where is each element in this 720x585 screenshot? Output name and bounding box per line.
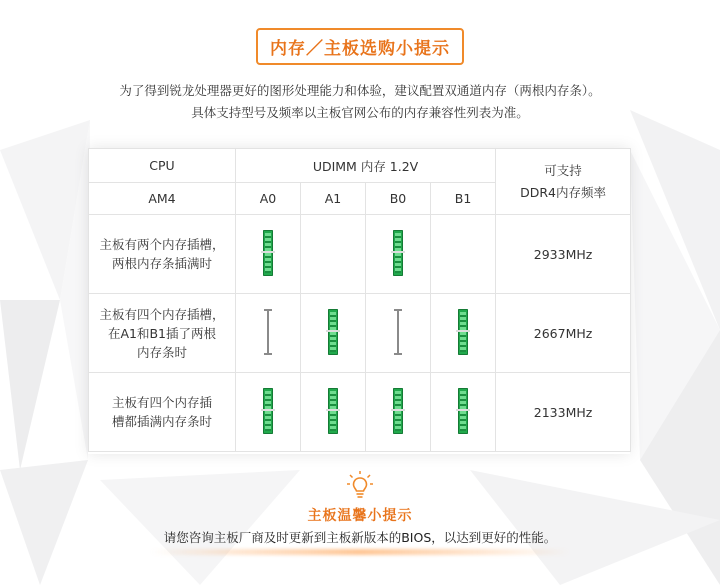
cpu-header: CPU	[89, 149, 236, 183]
memory-header: UDIMM 内存 1.2V	[236, 149, 496, 183]
lightbulb-icon	[346, 470, 374, 500]
slot-cell	[236, 215, 301, 294]
slot-cell	[366, 373, 431, 452]
intro-line-2: 具体支持型号及频率以主板官网公布的内存兼容性列表为准。	[191, 105, 529, 120]
memory-compat-table	[88, 148, 631, 452]
ram-stick-installed-icon	[458, 309, 468, 355]
row-description-line: 内存条时	[136, 344, 187, 360]
socket-header: AM4	[89, 183, 236, 215]
ram-stick-installed-icon	[263, 388, 273, 434]
slot-cell	[431, 215, 496, 294]
table-row	[89, 215, 631, 294]
slot-header-b1: B1	[431, 183, 496, 215]
slot-cell	[431, 373, 496, 452]
slot-cell	[431, 294, 496, 373]
row-description-line: 主板有四个内存插	[111, 395, 212, 410]
ram-slot-empty-icon	[264, 309, 272, 355]
slot-cell	[301, 294, 366, 373]
slot-cell	[366, 215, 431, 294]
slot-cell	[301, 373, 366, 452]
table-row	[89, 294, 631, 373]
frequency-value: 2933MHz	[496, 215, 631, 294]
tip-text: 请您咨询主板厂商及时更新到主板新版本的BIOS，以达到更好的性能。	[163, 530, 557, 545]
row-description	[89, 294, 236, 373]
frequency-header	[496, 149, 631, 215]
intro-line-1: 为了得到锐龙处理器更好的图形处理能力和体验，建议配置双通道内存（两根内存条）。	[119, 83, 601, 98]
frequency-value: 2133MHz	[496, 373, 631, 452]
intro-text	[0, 80, 720, 124]
row-description	[89, 215, 236, 294]
frequency-header-line-2: DDR4内存频率	[520, 184, 606, 200]
row-description-line: 主板有两个内存插槽，	[99, 237, 225, 252]
tip-title: 主板温馨小提示	[307, 508, 413, 524]
row-description	[89, 373, 236, 452]
slot-header-a1: A1	[301, 183, 366, 215]
tip-underline-glow	[150, 549, 570, 555]
page-title: 内存／主板选购小提示	[256, 28, 464, 65]
table-row	[89, 373, 631, 452]
frequency-header-line-1: 可支持	[544, 162, 582, 178]
slot-header-a0: A0	[236, 183, 301, 215]
row-description-line: 两根内存条插满时	[111, 256, 212, 271]
frequency-value: 2667MHz	[496, 294, 631, 373]
ram-slot-empty-icon	[394, 309, 402, 355]
ram-stick-installed-icon	[328, 388, 338, 434]
ram-stick-installed-icon	[328, 309, 338, 355]
slot-header-b0: B0	[366, 183, 431, 215]
slot-cell	[236, 373, 301, 452]
slot-cell	[236, 294, 301, 373]
ram-stick-installed-icon	[263, 230, 273, 276]
ram-stick-installed-icon	[458, 388, 468, 434]
row-description-line: 槽都插满内存条时	[111, 414, 212, 429]
row-description-line: 在A1和B1插了两根	[107, 325, 217, 341]
slot-cell	[301, 215, 366, 294]
ram-stick-installed-icon	[393, 230, 403, 276]
row-description-line: 主板有四个内存插槽，	[99, 306, 225, 322]
slot-cell	[366, 294, 431, 373]
memory-compat-table-card	[88, 148, 630, 454]
ram-stick-installed-icon	[393, 388, 403, 434]
